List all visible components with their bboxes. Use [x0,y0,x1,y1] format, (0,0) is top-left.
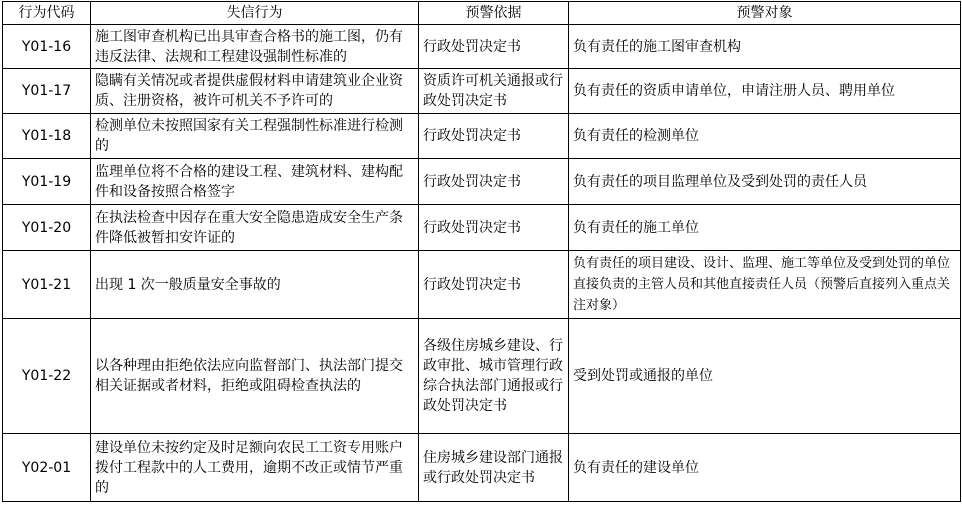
row-basis: 行政处罚决定书 [419,25,569,69]
row-behavior: 建设单位未按约定及时足额向农民工工资专用账户拨付工程款中的人工费用，逾期不改正或情节严重的 [91,434,419,502]
table-row [3,114,961,159]
row-behavior: 检测单位未按照国家有关工程强制性标准进行检测的 [91,114,419,159]
table-row [3,159,961,205]
table-row [3,251,961,319]
row-basis: 资质许可机关通报或行政处罚决定书 [419,69,569,114]
credit-warning-table [2,1,961,502]
table-header [3,2,961,25]
header-target: 预警对象 [569,2,961,25]
table-row [3,205,961,251]
row-code: Y01-17 [3,69,91,114]
row-target: 受到处罚或通报的单位 [569,319,961,434]
table-row [3,69,961,114]
row-target: 负有责任的资质申请单位，申请注册人员、聘用单位 [569,69,961,114]
row-behavior: 施工图审查机构已出具审查合格书的施工图，仍有违反法律、法规和工程建设强制性标准的 [91,25,419,69]
header-basis: 预警依据 [419,2,569,25]
header-row [3,2,961,25]
row-basis: 行政处罚决定书 [419,251,569,319]
row-target: 负有责任的施工单位 [569,205,961,251]
row-code: Y01-22 [3,319,91,434]
header-behavior: 失信行为 [91,2,419,25]
row-target: 负有责任的建设单位 [569,434,961,502]
header-code: 行为代码 [3,2,91,25]
table-body [3,25,961,502]
row-basis: 行政处罚决定书 [419,159,569,205]
row-basis: 行政处罚决定书 [419,205,569,251]
row-target: 负有责任的检测单位 [569,114,961,159]
row-target: 负有责任的施工图审查机构 [569,25,961,69]
row-basis: 行政处罚决定书 [419,114,569,159]
row-behavior: 监理单位将不合格的建设工程、建筑材料、建构配件和设备按照合格签字 [91,159,419,205]
row-code: Y02-01 [3,434,91,502]
table-row [3,434,961,502]
row-behavior: 以各种理由拒绝依法应向监督部门、执法部门提交相关证据或者材料，拒绝或阻碍检查执法的 [91,319,419,434]
row-code: Y01-21 [3,251,91,319]
row-behavior: 在执法检查中因存在重大安全隐患造成安全生产条件降低被暂扣安许证的 [91,205,419,251]
row-target: 负有责任的项目建设、设计、监理、施工等单位及受到处罚的单位直接负责的主管人员和其他直接责任人员（预警后直接列入重点关注对象） [569,251,961,319]
row-code: Y01-20 [3,205,91,251]
table-row [3,25,961,69]
row-code: Y01-16 [3,25,91,69]
row-behavior: 隐瞒有关情况或者提供虚假材料申请建筑业企业资质、注册资格，被许可机关不予许可的 [91,69,419,114]
row-code: Y01-19 [3,159,91,205]
row-code: Y01-18 [3,114,91,159]
table-row [3,319,961,434]
row-basis: 各级住房城乡建设、行政审批、城市管理行政综合执法部门通报或行政处罚决定书 [419,319,569,434]
row-behavior: 出现 1 次一般质量安全事故的 [91,251,419,319]
row-target: 负有责任的项目监理单位及受到处罚的责任人员 [569,159,961,205]
row-basis: 住房城乡建设部门通报或行政处罚决定书 [419,434,569,502]
